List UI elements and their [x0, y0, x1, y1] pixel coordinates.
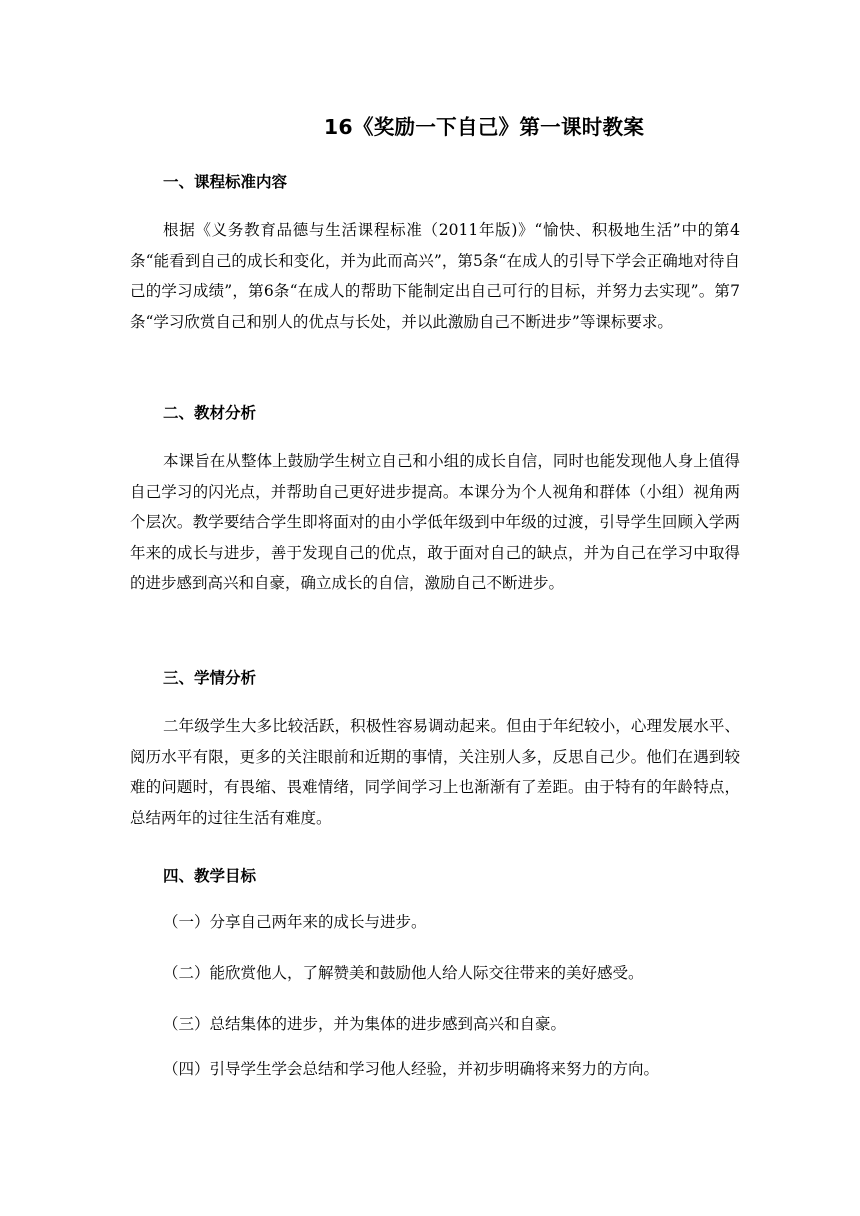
- document-title: 16《奖励一下自己》第一课时教案: [323, 115, 645, 139]
- section-heading-teaching-goals: 四、教学目标: [163, 867, 257, 885]
- teaching-goal-item: （四）引导学生学会总结和学习他人经验，并初步明确将来努力的方向。: [163, 1060, 660, 1078]
- teaching-goal-item: （一）分享自己两年来的成长与进步。: [163, 913, 427, 931]
- teaching-goal-item: （三）总结集体的进步，并为集体的进步感到高兴和自豪。: [163, 1015, 567, 1033]
- section-heading-curriculum-standard: 一、课程标准内容: [163, 173, 288, 191]
- section-paragraph-student-analysis: 二年级学生大多比较活跃，积极性容易调动起来。但由于年纪较小，心理发展水平、阅历水平有限，更多的关注眼前和近期的事情，关注别人多，反思自己少。他们在遇到较难的问题时，有畏缩、畏难情绪，同学间学习上也渐渐有了差距。由于特有的年龄特点，总结两年的过往生活有难度。: [130, 717, 740, 827]
- teaching-goal-item: （二）能欣赏他人，了解赞美和鼓励他人给人际交往带来的美好感受。: [163, 964, 644, 982]
- section-heading-textbook-analysis: 二、教材分析: [163, 404, 257, 422]
- section-paragraph-textbook-analysis: 本课旨在从整体上鼓励学生树立自己和小组的成长自信，同时也能发现他人身上值得自己学习的闪光点，并帮助自己更好进步提高。本课分为个人视角和群体（小组）视角两个层次。教学要结合学生即将面对的由小学低年级到中年级的过渡，引导学生回顾入学两年来的成长与进步，善于发现自己的优点，敢于面对自己的缺点，并为自己在学习中取得的进步感到高兴和自豪，确立成长的自信，激励自己不断进步。: [130, 452, 740, 592]
- section-heading-student-analysis: 三、学情分析: [163, 669, 257, 687]
- section-paragraph-curriculum-standard: 根据《义务教育品德与生活课程标准（2011年版)》“愉快、积极地生活”中的第4条“能看到自己的成长和变化，并为此而高兴”，第5条“在成人的引导下学会正确地对待自己的学习成绩”，第6条“在成人的帮助下能制定出自己可行的目标，并努力去实现”。第7条“学习欣赏自己和别人的优点与长处，并以此激励自己不断进步”等课标要求。: [130, 221, 740, 331]
